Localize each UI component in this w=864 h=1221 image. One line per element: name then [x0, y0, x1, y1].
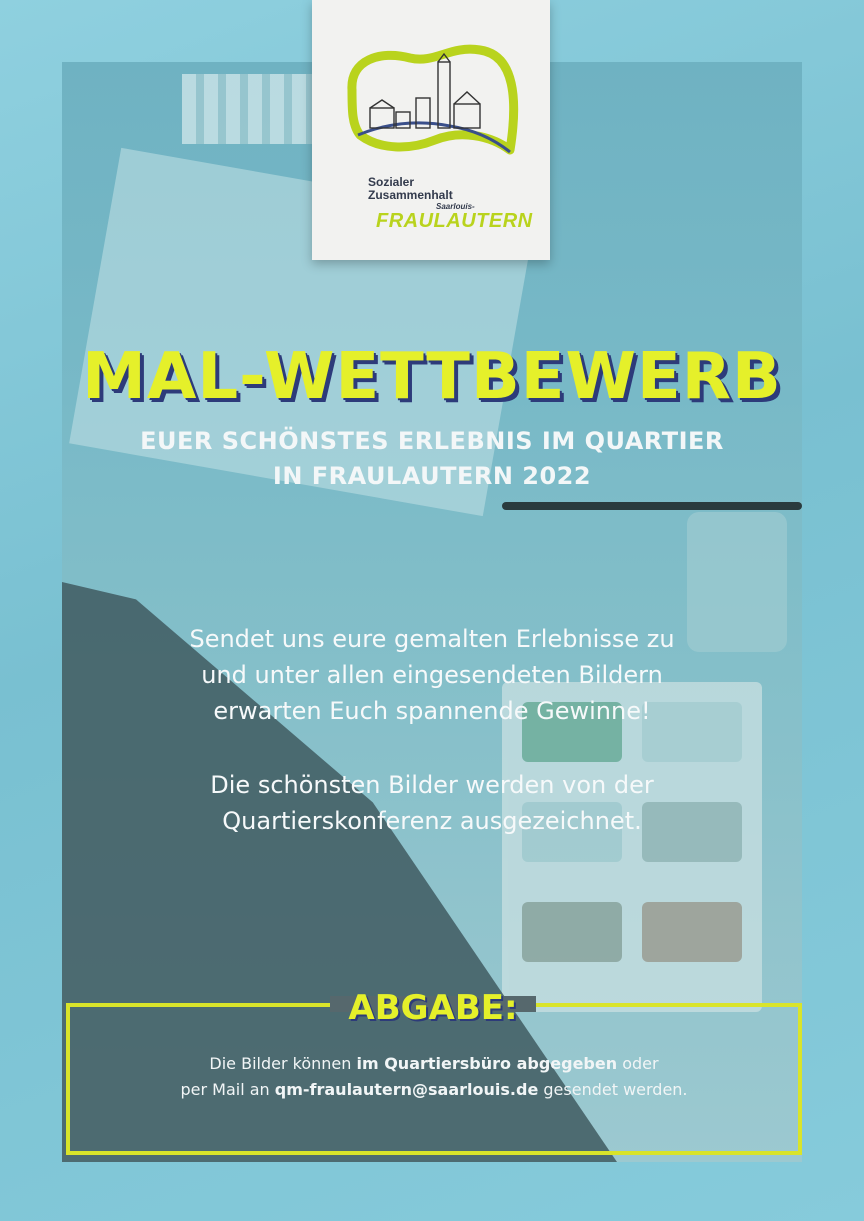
logo-text-zusammenhalt: Zusammenhalt: [368, 188, 453, 202]
logo-text-fraulautern: FRAULAUTERN: [376, 210, 533, 232]
abgabe-line-2-pre: per Mail an: [180, 1080, 275, 1099]
subheadline-line-1: EUER SCHÖNSTES ERLEBNIS IM QUARTIER: [140, 427, 724, 455]
abgabe-line-1-post: oder: [617, 1054, 659, 1073]
body-paragraph-2-line-1: Die schönsten Bilder werden von der: [210, 771, 654, 799]
email-address: qm-fraulautern@saarlouis.de: [274, 1080, 539, 1099]
abgabe-line-2: [66, 1080, 802, 1099]
paint-palette-image: [502, 682, 762, 1012]
body-paragraph-2-line-2: Quartierskonferenz ausgezeichnet.: [222, 807, 642, 835]
body-paragraph-1-line-3: erwarten Euch spannende Gewinne!: [213, 697, 651, 725]
headline: MAL-WETTBEWERB: [82, 340, 782, 414]
body-paragraph-1-line-1: Sendet uns eure gemalten Erlebnisse zu: [189, 625, 675, 653]
abgabe-line-1-bold: im Quartiersbüro abgegeben: [356, 1054, 618, 1073]
subheadline-line-2: IN FRAULAUTERN 2022: [272, 462, 592, 490]
body-paragraph-1: [62, 621, 802, 729]
body-paragraph-1-line-2: und unter allen eingesendeten Bildern: [201, 661, 663, 689]
logo-icon: [340, 40, 520, 170]
abgabe-title: ABGABE:: [348, 988, 518, 1028]
paintbrush-image: [502, 502, 802, 510]
logo-card: [312, 0, 550, 260]
logo-text-saarlouis: Saarlouis-: [436, 202, 475, 211]
abgabe-line-2-post: gesendet werden.: [538, 1080, 688, 1099]
abgabe-line-1-pre: Die Bilder können: [209, 1054, 357, 1073]
body-paragraph-2: [62, 767, 802, 839]
logo-text-sozialer: Sozialer: [368, 175, 415, 189]
abgabe-line-1: [66, 1054, 802, 1073]
